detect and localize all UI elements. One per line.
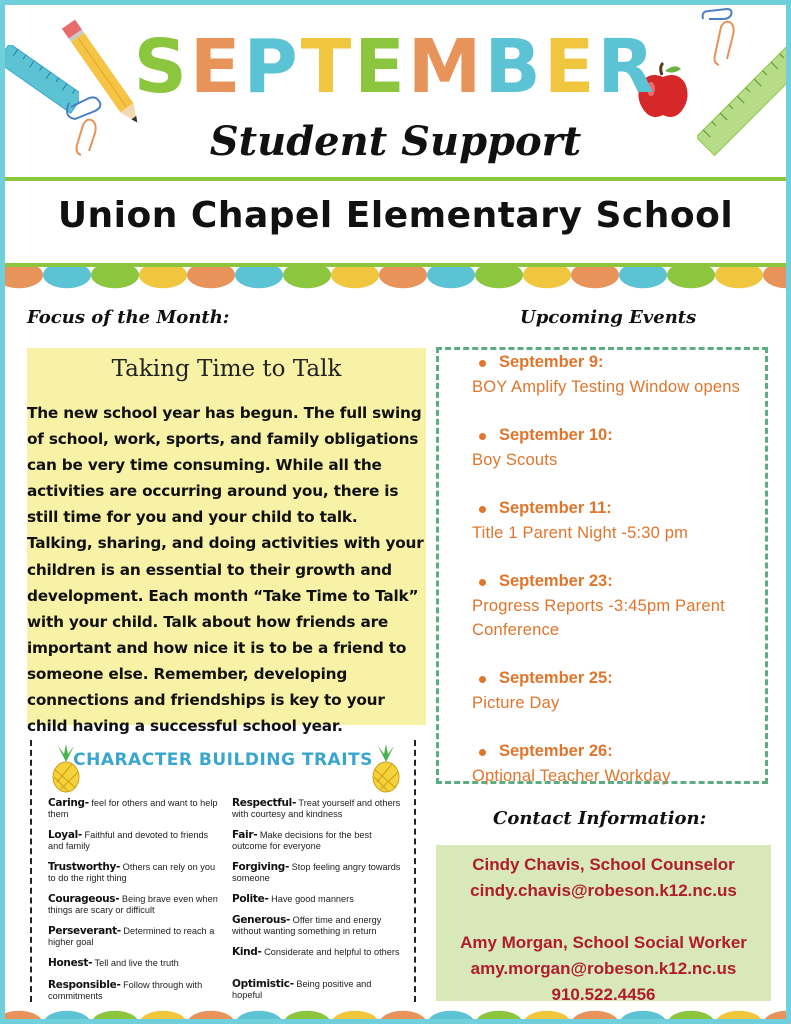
month-title <box>5 24 786 110</box>
school-name: Union Chapel Elementary School <box>57 195 734 236</box>
trait-item: Generous- Offer time and energy without wanting something in return <box>232 914 382 936</box>
events-section-title: Upcoming Events <box>520 307 697 328</box>
scallop <box>331 267 379 288</box>
character-traits-card <box>30 740 416 1002</box>
scallop <box>379 1011 427 1024</box>
scallop <box>619 267 667 288</box>
event-date: September 25: <box>499 669 613 687</box>
scallop <box>523 267 571 288</box>
events-box <box>436 347 768 784</box>
scallop <box>379 267 427 288</box>
bullet <box>479 433 486 440</box>
event-date: September 23: <box>499 572 613 590</box>
scallop <box>667 1011 715 1024</box>
divider <box>5 177 786 181</box>
contact-box <box>436 845 771 1004</box>
scallop <box>475 267 523 288</box>
bullet <box>479 506 486 513</box>
event-date: September 11: <box>499 499 612 517</box>
focus-body: The new school year has begun. The full swing of school, work, sports, and family obligations can be very time consuming. While all the activities are occurring around you, there is still time for you and your child to talk. Talking, sharing, and doing activities with your children is an essential to their growth and development. Each month “Take Time to Talk” with your child. Talk about how friends are important and how nice it is to be a friend to someone else. Remember, developing connections and friendships is key to your child having a successful school year. <box>27 404 424 736</box>
contact-section-title: Contact Information: <box>493 808 707 829</box>
scallop <box>5 267 43 288</box>
trait-item: Loyal- Faithful and devoted to friends and family <box>48 829 209 851</box>
bullet <box>479 360 486 367</box>
scallop <box>619 1011 667 1024</box>
scallop <box>187 267 235 288</box>
trait-item: Responsible- Follow through with commitments <box>48 979 203 1001</box>
event-description: Optional Teacher Workday <box>472 767 671 785</box>
trait-item: Forgiving- Stop feeling angry towards someone <box>232 861 401 883</box>
scallop <box>91 267 139 288</box>
event-date: September 10: <box>499 426 613 444</box>
contact-name: Amy Morgan, School Social Worker <box>460 933 747 952</box>
bullet <box>479 749 486 756</box>
trait-item: Courageous- Being brave even when things are scary or difficult <box>48 893 218 915</box>
bullet <box>479 579 486 586</box>
contact-phone: 910.522.4456 <box>551 985 656 1004</box>
scallop <box>715 267 763 288</box>
scallop <box>43 1011 91 1024</box>
title-letter: S <box>133 24 190 110</box>
trait-item: Perseverant- Determined to reach a higher goal <box>48 925 215 947</box>
contact-name: Cindy Chavis, School Counselor <box>472 855 735 874</box>
trait-item: Respectful- Treat yourself and others with courtesy and kindness <box>232 797 401 819</box>
scallop <box>283 267 331 288</box>
title-letter: P <box>243 24 301 110</box>
scallop <box>571 1011 619 1024</box>
title-letter: M <box>407 24 485 110</box>
title-letter: E <box>354 24 408 110</box>
event-date: September 26: <box>499 742 613 760</box>
contact-email[interactable]: amy.morgan@robeson.k12.nc.us <box>470 959 737 978</box>
scallop <box>139 1011 187 1024</box>
scallop <box>427 267 475 288</box>
scallop <box>235 267 283 288</box>
title-letter: E <box>189 24 244 110</box>
title-letter: T <box>300 24 355 110</box>
contact-email[interactable]: cindy.chavis@robeson.k12.nc.us <box>470 881 737 900</box>
scallop <box>283 1011 331 1024</box>
trait-item: Trustworthy- Others can rely on you to do the right thing <box>48 861 216 883</box>
scallop-border <box>5 267 786 293</box>
trait-item: Honest- Tell and live the truth <box>48 957 179 969</box>
event-description: Picture Day <box>472 694 560 712</box>
focus-section-title: Focus of the Month: <box>27 307 230 328</box>
scallop <box>187 1011 235 1024</box>
trait-item: Polite- Have good manners <box>232 893 354 905</box>
focus-heading: Taking Time to Talk <box>111 356 342 382</box>
newsletter-subtitle: Student Support <box>209 118 582 165</box>
scallop <box>571 267 619 288</box>
event-description: Progress Reports -3:45pm Parent Conference <box>472 597 725 639</box>
scallop-border <box>5 1006 786 1024</box>
trait-item: Kind- Considerate and helpful to others <box>232 946 400 958</box>
event-description: Title 1 Parent Night -5:30 pm <box>472 524 689 542</box>
title-letter: B <box>484 24 544 110</box>
scallop <box>475 1011 523 1024</box>
trait-item: Caring- feel for others and want to help them <box>48 797 218 819</box>
scallop <box>523 1011 571 1024</box>
scallop <box>763 1011 786 1024</box>
pineapple-icon <box>368 744 404 794</box>
scallop <box>43 267 91 288</box>
event-date: September 9: <box>499 353 604 371</box>
event-description: Boy Scouts <box>472 451 558 469</box>
event-description: BOY Amplify Testing Window opens <box>472 378 741 396</box>
scallop <box>667 267 715 288</box>
focus-box <box>27 348 426 736</box>
scallop <box>235 1011 283 1024</box>
scallop <box>331 1011 379 1024</box>
scallop <box>715 1011 763 1024</box>
trait-item: Fair- Make decisions for the best outcome for everyone <box>232 829 372 851</box>
scallop <box>427 1011 475 1024</box>
bullet <box>479 676 486 683</box>
title-letter: E <box>543 24 598 110</box>
trait-item: Optimistic- Being positive and hopeful <box>232 978 372 1000</box>
scallop <box>5 1011 43 1024</box>
traits-title: CHARACTER BUILDING TRAITS <box>73 750 373 770</box>
scallop <box>91 1011 139 1024</box>
title-letter: R <box>597 24 658 110</box>
scallop <box>139 267 187 288</box>
scallop <box>763 267 786 288</box>
